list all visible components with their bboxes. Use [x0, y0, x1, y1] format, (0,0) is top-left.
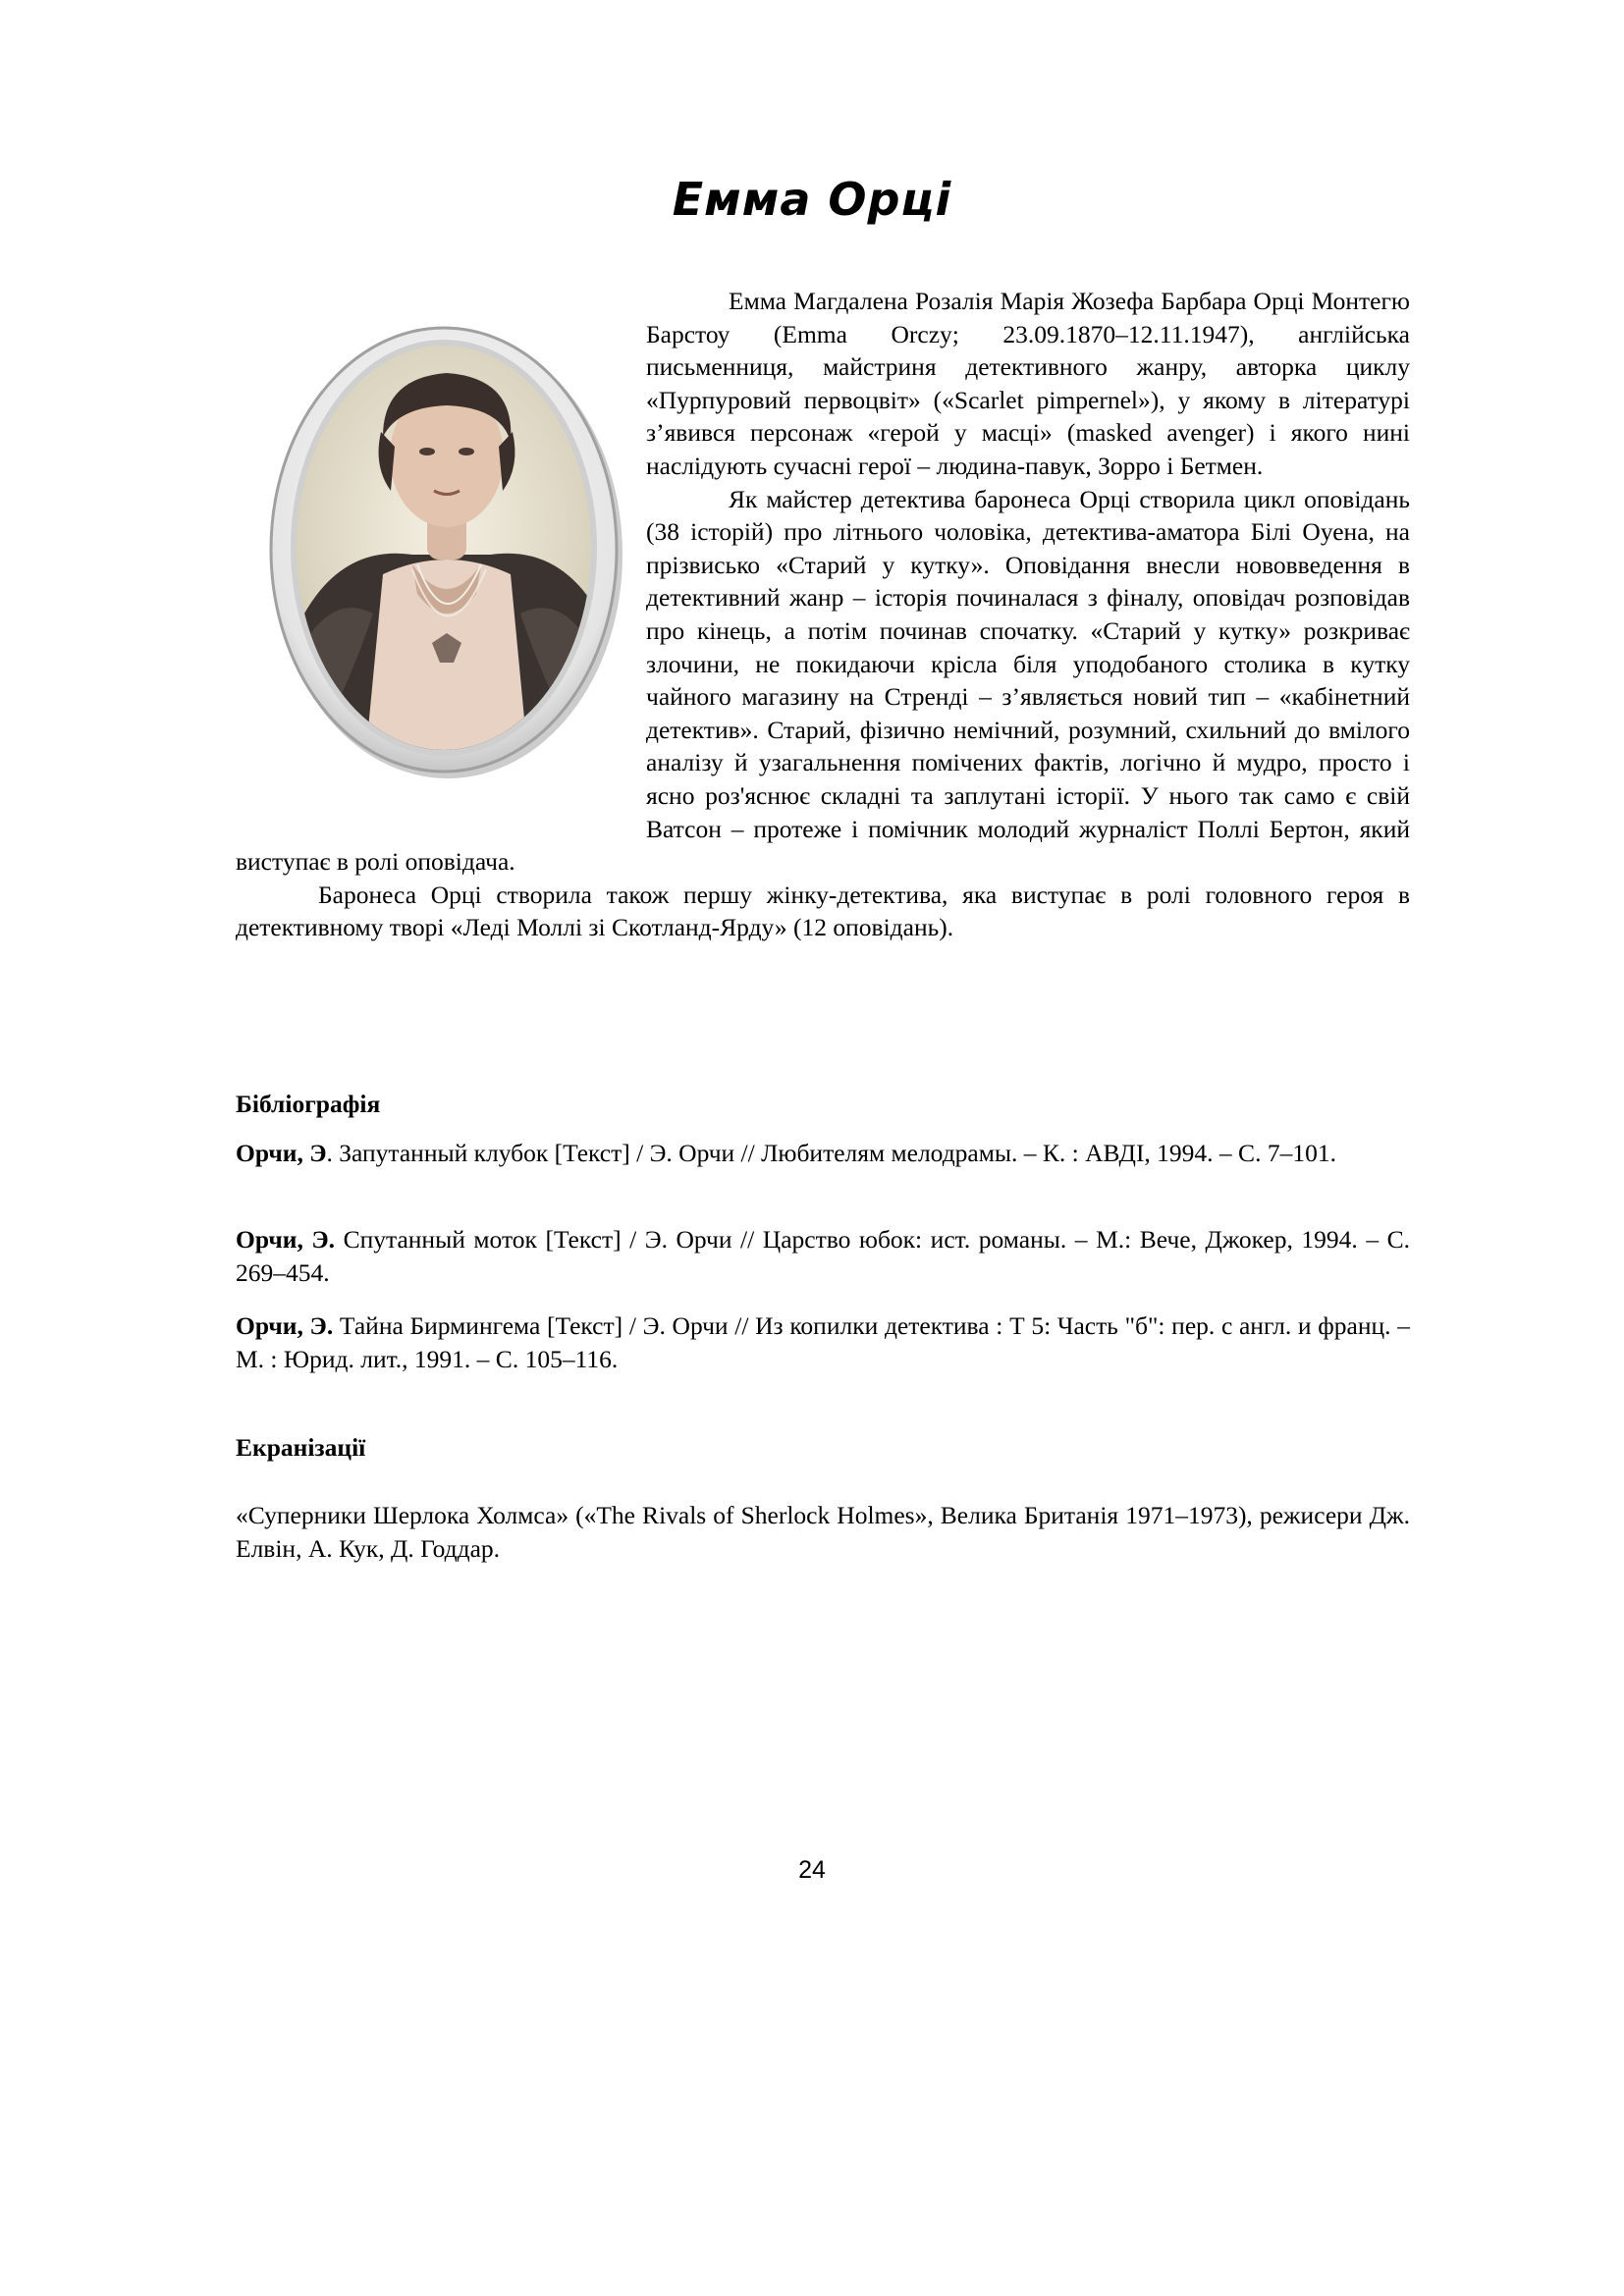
bibliography-author: Орчи, Э. — [236, 1311, 334, 1340]
bibliography-entry — [236, 1137, 1410, 1170]
article-body — [236, 285, 1410, 944]
bibliography-text: Спутанный моток [Текст] / Э. Орчи // Царство юбок: ист. романы. – М.: Вече, Джокер, 1994. – С. 269–454. — [236, 1225, 1411, 1287]
bibliography-author: Орчи, Э — [236, 1139, 327, 1167]
bibliography-entry — [236, 1309, 1410, 1375]
article-paragraph: Емма Магдалена Розалія Марія Жозефа Барбара Орці Монтегю Барстоу (Emma Orczy; 23.09.1870–12.11.1947), англійська письменниця, майстриня детективного жанру, авторка циклу «Пурпуровий первоцвіт» («Scarlet pimpernel»), у якому в літературі з’явився персонаж «герой у масці» (masked avenger) і якого нині наслідують сучасні герої – людина-павук, Зорро і Бетмен. — [646, 287, 1410, 480]
page-number: 24 — [798, 1856, 826, 1884]
bibliography-heading: Бібліографія — [236, 1090, 381, 1118]
bibliography-author: Орчи, Э. — [236, 1225, 336, 1254]
article-paragraph: Як майстер детектива баронеса Орці створила цикл оповідань (38 історій) про літнього чоловіка, детектива-аматора Білі Оуена, на прізвисько «Старий у кутку». Оповідання внесли нововведення в детективний жанр – історія починалася з фіналу, оповідач розповідав про кінець, а потім починав спочатку. «Старий у кутку» розкриває злочини, не покидаючи крісла біля уподобаного столика в кутку чайного магазину на Стренді – з’являється новий тип – «кабінетний детектив». Старий, фізично немічний, розумний, схильний до вмілого аналізу й узагальнення помічених фактів, логічно й мудро, просто і ясно роз'яснює складні та заплутані історії. У нього так само є свій Ватсон – протеже і помічник молодий журналіст Поллі Бертон, який виступає в ролі оповідача. — [236, 484, 1410, 877]
article-paragraph: Баронеса Орці створила також першу жінку-детектива, яка виступає в ролі головного героя в детективному творі «Леді Моллі зі Скотланд-Ярду» (12 оповідань). — [236, 880, 1410, 942]
adaptations-text: «Суперники Шерлока Холмса» («The Rivals of Sherlock Holmes», Велика Британія 1971–1973), режисери Дж. Елвін, А. Кук, Д. Годдар. — [236, 1501, 1410, 1563]
bibliography-text: . Запутанный клубок [Текст] / Э. Орчи // Любителям мелодрамы. – К. : АВДІ, 1994. – С. 7–101. — [326, 1139, 1336, 1167]
bibliography-text: Тайна Бирмингема [Текст] / Э. Орчи // Из копилки детектива : Т 5: Часть "б": пер. с англ. и франц. – М. : Юрид. лит., 1991. – С. 105–116. — [236, 1311, 1411, 1373]
adaptations-heading: Екранізації — [236, 1433, 366, 1462]
bibliography-entry — [236, 1223, 1410, 1289]
page-title: Емма Орці — [672, 173, 952, 226]
